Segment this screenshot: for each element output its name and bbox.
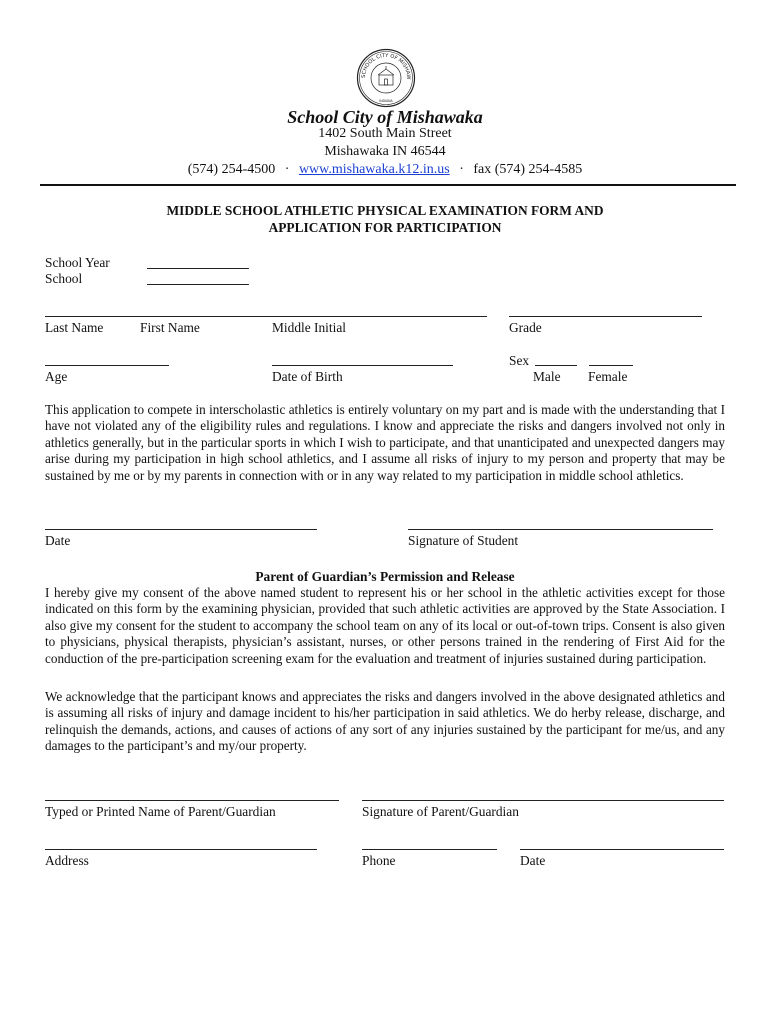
student-signature-label: Signature of Student [408,533,519,548]
sex-female-field[interactable] [589,365,633,366]
grade-label: Grade [509,320,542,335]
phone-number: (574) 254-4500 [187,162,276,177]
age-label: Age [45,369,68,384]
address-label: Address [45,853,89,868]
header-divider [40,184,736,186]
parent-printed-name-label: Typed or Printed Name of Parent/Guardian [45,804,276,819]
school-field[interactable] [147,284,249,285]
grade-field[interactable] [509,316,702,317]
seal-subtext: INDIANA [379,99,393,103]
organization-street: 1402 South Main Street [318,126,452,141]
parent-printed-name-field[interactable] [45,800,339,801]
parent-section-heading: Parent of Guardian’s Permission and Release [255,569,515,584]
student-date-label: Date [45,533,71,548]
address-field[interactable] [45,849,317,850]
student-date-field[interactable] [45,529,317,530]
organization-city: Mishawaka IN 46544 [324,144,446,159]
female-label: Female [588,369,628,384]
form-title-line-1: MIDDLE SCHOOL ATHLETIC PHYSICAL EXAMINATION FORM AND [166,203,604,218]
seal-text: SCHOOL CITY OF MISHAW [360,52,412,80]
parent-signature-field[interactable] [362,800,724,801]
school-seal-logo [356,48,416,108]
parent-consent-statement: I hereby give my consent of the above named student to represent his or her school in the athletic activities except for those indicated on this form by the examining physician, provided that such athletic activities are approved by the State Association. I also give my consent for the student to accompany the school team on any of its local or out-of-town trips. Consent is also given to physicians, physical therapists, physician’s assistant, nurses, or other persons trained in the rendering of First Aid for the conduction of the pre-participation screening exam for the evaluation and treatment of injuries sustained during participation. [45,585,725,666]
first-name-label: First Name [140,320,200,335]
phone-field[interactable] [362,849,497,850]
school-label: School [45,271,83,286]
form-title-line-2: APPLICATION FOR PARTICIPATION [268,220,502,235]
contact-line [0,163,770,177]
school-year-label: School Year [45,255,110,270]
sex-male-field[interactable] [535,365,577,366]
student-signature-field[interactable] [408,529,713,530]
sex-label: Sex [509,353,530,368]
organization-name: School City of Mishawaka [287,107,483,127]
separator-dot: · [284,162,290,177]
student-name-field[interactable] [45,316,487,317]
parent-release-statement: We acknowledge that the participant knows and appreciates the risks and dangers involved in the above designated athletics and is assuming all risks of injury and damage incident to his/her participation in said athletics. We do herby release, discharge, and relinquish the demands, actions, and causes of actions of any sort of any injuries sustained by the participant for me/us, and any damages to the participant’s and my/our property. [45,689,725,754]
parent-date-field[interactable] [520,849,724,850]
application-statement: This application to compete in interscholastic athletics is entirely voluntary on my part and is made with the understanding that I have not violated any of the eligibility rules and regulations. I know and appreciate the risks and dangers involved not only in athletics generally, but in the particular sports in which I wish to participate, and that unanticipated and unexpected dangers may arise during my participation in high school athletics, and I assume all risks of injury to my person and property that may be sustained by me or by my parents in connection with or in any way related to my participation in middle school athletics. [45,402,725,483]
date-of-birth-field[interactable] [272,365,453,366]
parent-signature-label: Signature of Parent/Guardian [362,804,519,819]
male-label: Male [533,369,561,384]
website-link[interactable]: www.mishawaka.k12.in.us [298,162,450,177]
parent-date-label: Date [520,853,546,868]
last-name-label: Last Name [45,320,104,335]
phone-label: Phone [362,853,396,868]
age-field[interactable] [45,365,169,366]
middle-initial-label: Middle Initial [272,320,347,335]
separator-dot: · [459,162,464,177]
fax-number: fax (574) 254-4585 [473,162,583,177]
date-of-birth-label: Date of Birth [272,369,343,384]
school-year-field[interactable] [147,268,249,269]
